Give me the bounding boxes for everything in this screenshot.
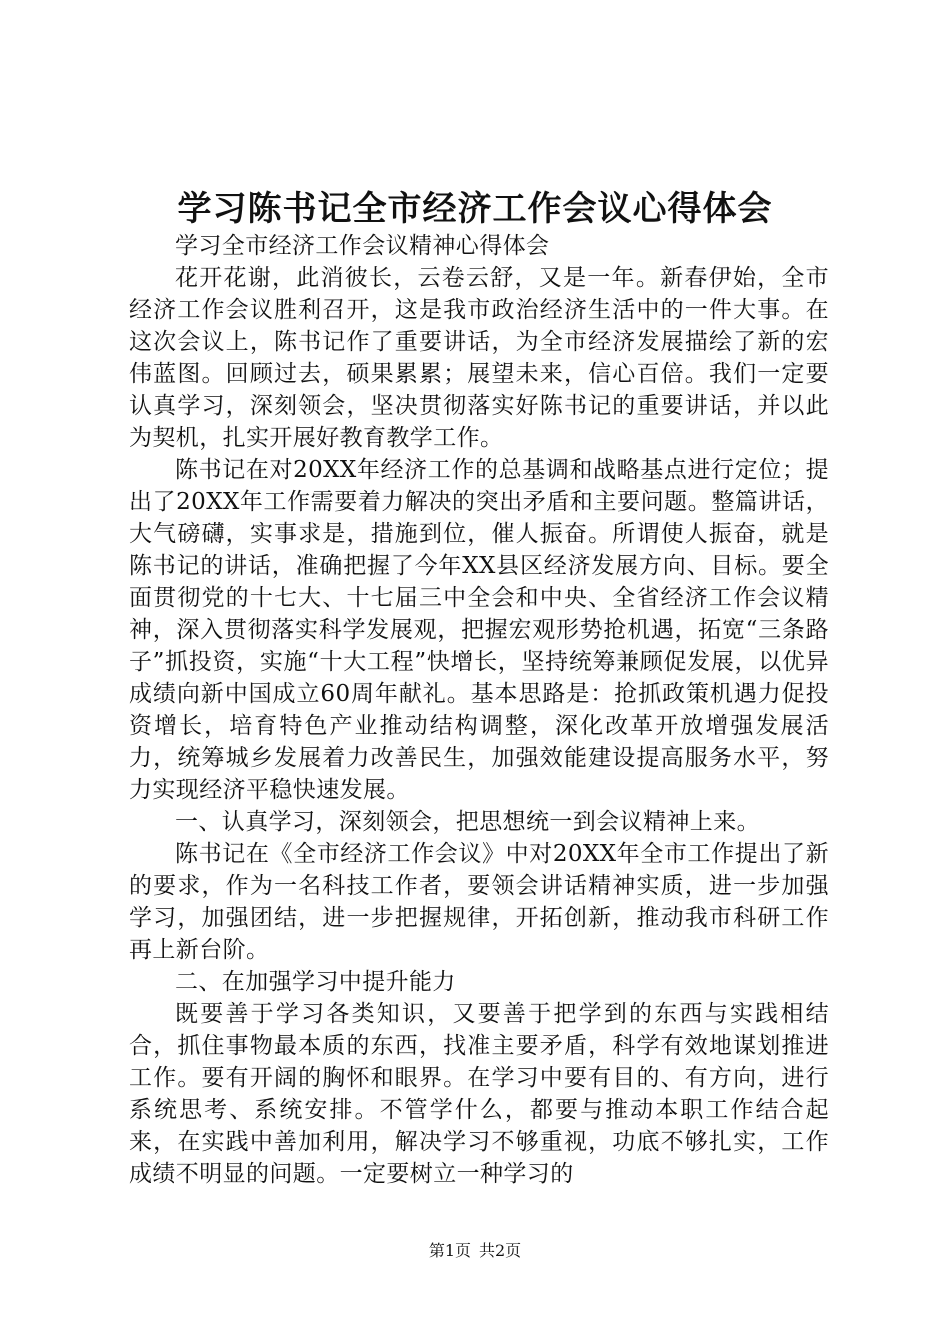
page-number: 第1页 [428, 1241, 471, 1260]
section-heading: 一、认真学习，深刻领会，把思想统一到会议精神上来。 [175, 809, 760, 835]
document-body [129, 230, 829, 1190]
section-heading: 二、在加强学习中提升能力 [175, 969, 456, 995]
document-title: 学习陈书记全市经济工作会议心得体会 [177, 189, 773, 229]
page-footer [0, 1240, 950, 1262]
body-paragraph: 既要善于学习各类知识，又要善于把学到的东西与实践相结合，抓住事物最本质的东西，找准主要矛盾，科学有效地谋划推进工作。要有开阔的胸怀和眼界。在学习中要有目的、有方向，进行系统思考、系统安排。不管学什么，都要与推动本职工作结合起来，在实践中善加利用，解决学习不够重视，功底不够扎实，工作成绩不明显的问题。一定要树立一种学习的 [129, 1001, 829, 1187]
page-total: 共2页 [479, 1241, 522, 1260]
body-paragraph: 花开花谢，此消彼长，云卷云舒，又是一年。新春伊始，全市经济工作会议胜利召开，这是我市政治经济生活中的一件大事。在这次会议上，陈书记作了重要讲话，为全市经济发展描绘了新的宏伟蓝图。回顾过去，硕果累累；展望未来，信心百倍。我们一定要认真学习，深刻领会，坚决贯彻落实好陈书记的重要讲话，并以此为契机，扎实开展好教育教学工作。 [129, 265, 829, 451]
subtitle-paragraph: 学习全市经济工作会议精神心得体会 [175, 233, 550, 259]
body-paragraph: 陈书记在对20XX年经济工作的总基调和战略基点进行定位；提出了20XX年工作需要着力解决的突出矛盾和主要问题。整篇讲话，大气磅礴，实事求是，措施到位，催人振奋。所谓使人振奋，就是陈书记的讲话，准确把握了今年XX县区经济发展方向、目标。要全面贯彻党的十七大、十七届三中全会和中央、全省经济工作会议精神，深入贯彻落实科学发展观，把握宏观形势抢机遇，拓宽“三条路子”抓投资，实施“十大工程”快增长，坚持统筹兼顾促发展，以优异成绩向新中国成立60周年献礼。基本思路是：抢抓政策机遇力促投资增长，培育特色产业推动结构调整，深化改革开放增强发展活力，统筹城乡发展着力改善民生，加强效能建设提高服务水平，努力实现经济平稳快速发展。 [129, 457, 829, 803]
body-paragraph: 陈书记在《全市经济工作会议》中对20XX年全市工作提出了新的要求，作为一名科技工作者，要领会讲话精神实质，进一步加强学习，加强团结，进一步把握规律，开拓创新，推动我市科研工作再上新台阶。 [129, 841, 829, 963]
